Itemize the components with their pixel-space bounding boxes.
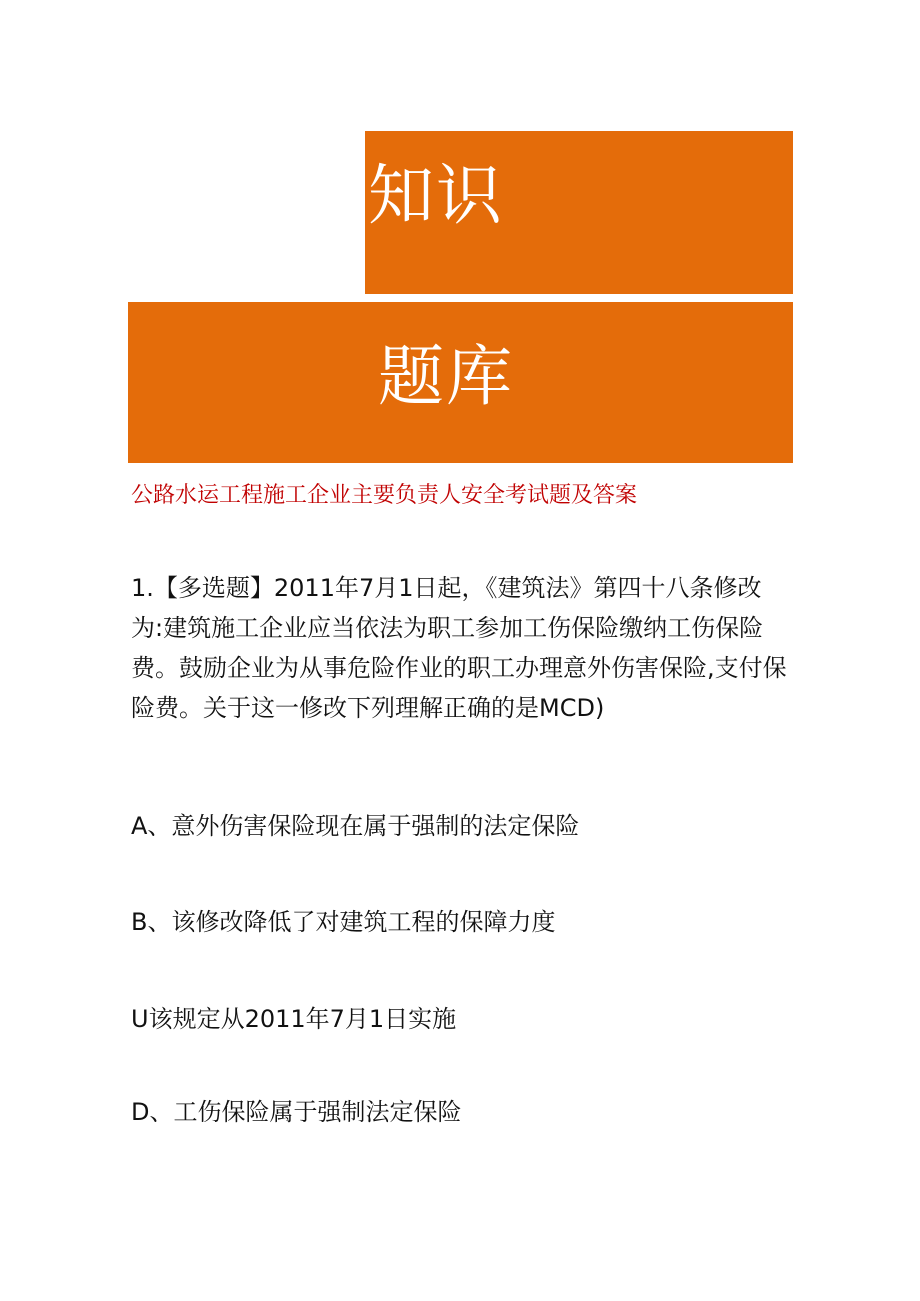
banner-title-line2: 题库 — [378, 338, 514, 415]
question-text: 1.【多选题】2011年7月1日起，《建筑法》第四十八条修改为:建筑施工企业应当依法为职工参加工伤保险缴纳工伤保险费。鼓励企业为从事危险作业的职工办理意外伤害保险,支付保险费。关于这一修改下列理解正确的是MCD) — [131, 574, 787, 722]
option-d: D、工伤保险属于强制法定保险 — [131, 1098, 462, 1126]
document-title: 公路水运工程施工企业主要负责人安全考试题及答案 — [131, 483, 638, 508]
option-a: A、意外伤害保险现在属于强制的法定保险 — [131, 812, 580, 840]
banner-title-line1: 知识 — [368, 157, 504, 234]
option-b: B、该修改降低了对建筑工程的保障力度 — [131, 908, 556, 936]
option-c: U该规定从2011年7月1日实施 — [131, 1005, 457, 1033]
